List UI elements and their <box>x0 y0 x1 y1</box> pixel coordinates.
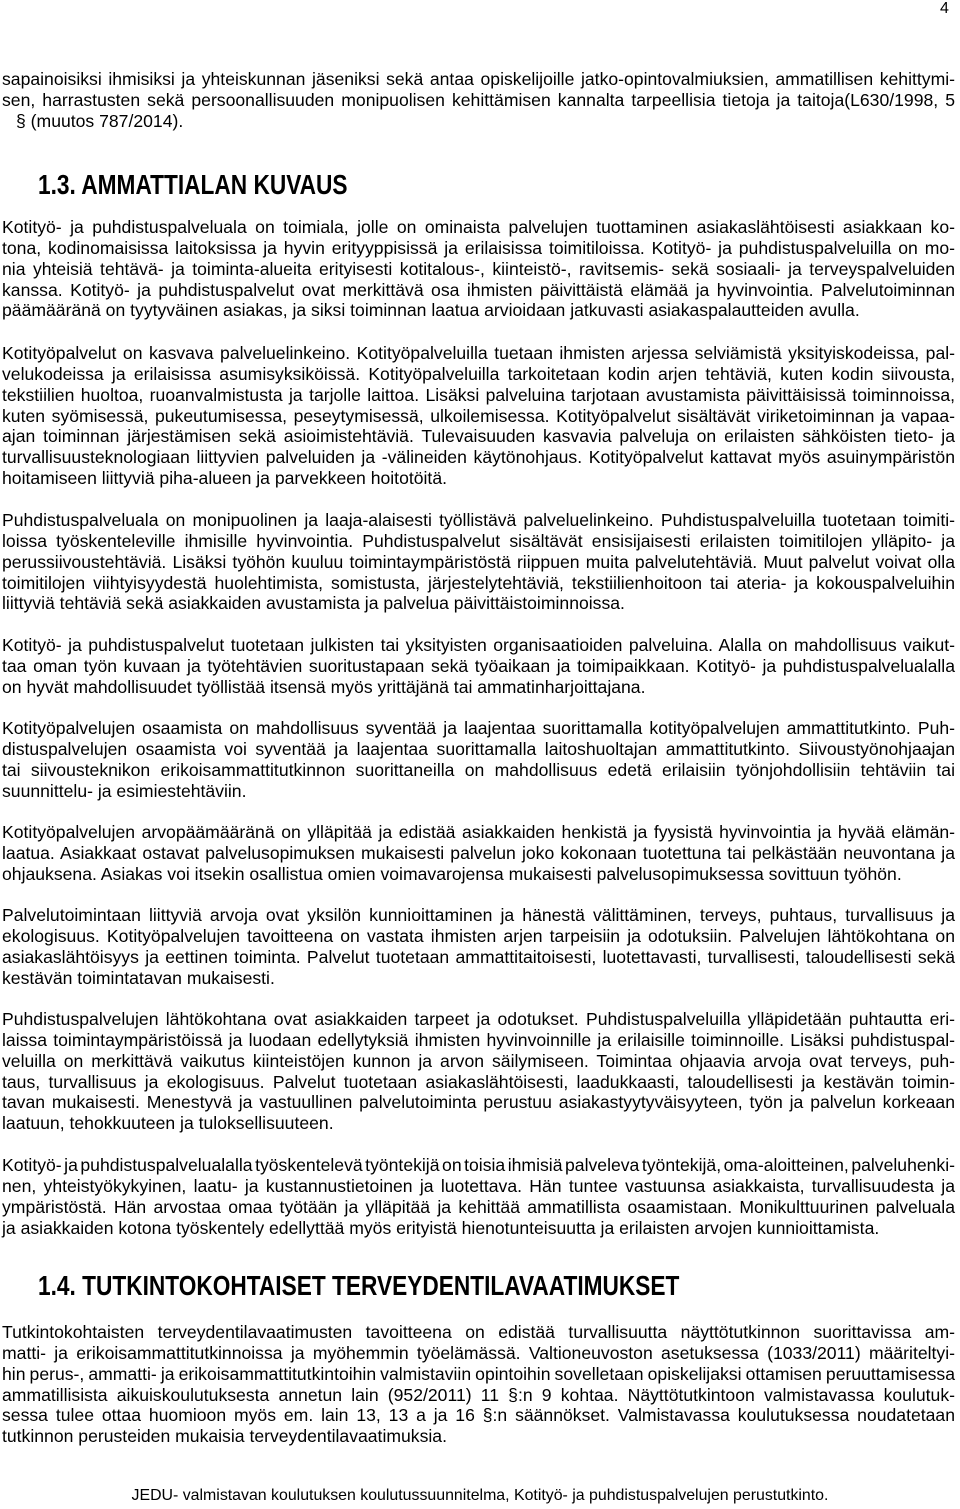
text-line: kestävän toimintatavan mukaisesti. <box>2 967 275 988</box>
text-line: Palvelutoimintaan liittyviä arvoja ovat yksilön kunnioittaminen ja hänestä välittäminen, terveys, puhtaus, turvallisuus ja <box>2 905 955 925</box>
text-line: Tutkintokohtaisten terveydentilavaatimusten tavoitteena on edistää turvallisuutta näyttötutkinnon suorittavissa am- <box>2 1322 955 1342</box>
text-line: ajan toiminnan järjestämisen sekä asioimistehtäviä. Tulevaisuuden kasvavia palveluja on erilaisten sähköisten tieto- ja <box>2 426 955 447</box>
text-line: ja asiakkaiden kotona työskentely edellyttää myös erityistä hienotunteisuutta ja erilaisten arvojen kunnioittamista. <box>2 1217 880 1238</box>
text-line: tutkinnon perusteiden mukaisia terveydentilavaatimuksia. <box>2 1426 447 1447</box>
text-line: sessa tulee ottaa huomioon myös em. lain 13, 13 a ja 16 §:n säännökset. Valmistavassa koulutuksessa noudatetaan <box>2 1405 955 1426</box>
paragraph <box>2 1322 955 1447</box>
text-line: ympäristöstä. Hän arvostaa omaa työtään ja ylläpitää ja kehittää ammatillista osaamistaan. Monikulttuurinen palveluala <box>2 1196 955 1217</box>
text-line: perussiivoustehtäviä. Lisäksi työhön kuuluu toimintaympäristöstä riippuen muita palvelutehtäviä. Muut palvelut voivat olla <box>2 551 955 572</box>
text-line: toimitilojen viihtyisyydestä huolehtimista, somistusta, järjestelytehtäviä, tekstiilienhoitoon tai ateria- ja kokouspalveluihin <box>2 572 955 593</box>
text-line: hin perus-, ammatti- ja erikoisammattitutkintoihin valmistaviin opintoihin sovelletaan opiskelijaksi ottamisen peruuttamisessa <box>2 1363 955 1384</box>
text-line: päämääränä on tyytyväinen asiakas, ja siksi toiminnan laatua arvioidaan jatkuvasti asiakaspalautteiden avulla. <box>2 300 860 321</box>
text-line: liittyviä tehtäviä sekä asiakkaiden avustamista ja palvelua päivittäistoiminnoissa. <box>2 593 625 614</box>
text-line: Kotityö- ja puhdistuspalvelualalla työskentelevä työntekijä on toisia ihmisiä palveleva työntekijä, oma-aloitteinen, palveluhenki- <box>2 1155 955 1175</box>
text-line: nia yhteisiä tehtävä- ja toiminta-alueita erityisesti kotitalous-, kiinteistö-, ravitsemis- sekä sosiaali- ja terveyspalveluiden <box>2 258 955 279</box>
text-line: tai siivousteknikon erikoisammattitutkinnon suorittaneilla on mahdollisuus edetä erilaisiin työnjohdollisiin tehtäviin tai <box>2 759 955 780</box>
intro-paragraph <box>2 69 955 132</box>
page-footer: JEDU- valmistavan koulutuksen koulutussuunnitelma, Kotityö- ja puhdistuspalvelujen perustutkinto. <box>131 1487 829 1504</box>
text-line: laatuun, tehokkuuteen ja tuloksellisuuteen. <box>2 1113 334 1134</box>
text-line: distuspalvelujen osaamista voi syventää ja laajentaa suorittamalla laitoshuoltajan ammattitutkinto. Siivoustyönohjaajan <box>2 738 955 759</box>
text-line: Kotityö- ja puhdistuspalvelut tuotetaan julkisten tai yksityisten organisaatioiden palveluina. Alalla on mahdollisuus vaikut- <box>2 635 955 655</box>
paragraph <box>2 343 955 489</box>
section-heading: 1.3. AMMATTIALAN KUVAUS <box>38 169 348 200</box>
paragraph <box>2 510 955 614</box>
text-line: § (muutos 787/2014). <box>16 110 184 131</box>
text-line: ekologisuus. Kotityöpalvelujen tavoitteena on vastata ihmisten arjen tarpeisiin ja odotuksiin. Palvelujen lähtökohtana on <box>2 925 955 946</box>
text-line: kanssa. Kotityö- ja puhdistuspalvelut ovat merkittävä osa ihmisten päivittäistä elämää ja hyvinvointia. Palvelutoiminnan <box>2 279 955 300</box>
text-line: tekstiilien huoltoa, ruoanvalmistusta ja tarjolle laittoa. Lisäksi palveluina tarjotaan avustamista päivittäisissä toiminnoissa, <box>2 384 955 405</box>
text-line: sen, harrastusten sekä persoonallisuuden monipuolisen kehittämisen kannalta tarpeellisia tietoja ja taitoja(L630/1998, 5 <box>2 89 955 110</box>
text-line: nen, yhteistyökykyinen, laatu- ja kustannustietoinen ja luotettava. Hän tuntee vastuunsa asiakkaista, turvallisuudesta ja <box>2 1175 955 1196</box>
text-line: tona, kodinomaisissa laitoksissa ja hyvin erityyppisissä ja erilaisissa toimitiloissa. Kotityö- ja puhdistuspalveluilla on mo- <box>2 237 955 258</box>
text-line: velukodeissa ja erilaisissa asumisyksiköissä. Kotityöpalveluilla tarkoitetaan kodin arjen tehtäviä, kuten kodin siivousta, <box>2 363 955 384</box>
text-line: Kotityö- ja puhdistuspalveluala on toimiala, jolle on ominaista palvelujen tuottaminen asiakaslähtöisesti asiakkaan ko- <box>2 217 955 237</box>
section-heading: 1.4. TUTKINTOKOHTAISET TERVEYDENTILAVAATIMUKSET <box>38 1270 680 1301</box>
paragraph <box>2 718 955 801</box>
text-line: turvallisuusteknologiaan liittyvien palveluiden ja -välineiden käytönohjaus. Kotityöpalvelut kattavat myös asuinympäristön <box>2 447 955 468</box>
text-line: sapainoisiksi ihmisiksi ja yhteiskunnan jäseniksi sekä antaa opiskelijoille jatko-opintovalmiuksien, ammatillisen kehittymi- <box>2 69 955 89</box>
text-line: Kotityöpalvelujen arvopäämääränä on ylläpitää ja edistää asiakkaiden henkistä ja fyysistä hyvinvointia ja hyvää elämän- <box>2 822 955 842</box>
text-line: veluilla on merkittävä vaikutus kiinteistöjen kunnon ja arvon säilymiseen. Toimintaa ohjaavia arvoja ovat terveys, puh- <box>2 1050 955 1071</box>
page-number: 4 <box>940 0 949 17</box>
text-line: hoitamiseen liittyviä piha-alueen ja parvekkeen hoitotöitä. <box>2 468 447 489</box>
text-line: on hyvät mahdollisuudet työllistää itsensä myös yrittäjänä tai ammatinharjoittajana. <box>2 676 646 697</box>
paragraph <box>2 635 955 698</box>
text-line: loissa työskenteleville ihmisille hyvinvointia. Puhdistuspalvelut sisältävät ensisijaisesti erilaisten toimitilojen ylläpito- ja <box>2 530 955 551</box>
paragraph <box>2 905 955 988</box>
text-line: taa oman työn kuvaan ja työtehtävien suoritustapaan sekä työaikaan ja toimipaikkaan. Kotityö- ja puhdistuspalvelualalla <box>2 655 955 676</box>
text-line: tavan mukaisesti. Menestyvä ja vastuullinen palvelutoiminta perustuu asiakastyytyväisyyteen, työn ja palvelun korkeaan <box>2 1092 955 1113</box>
text-line: Kotityöpalvelut on kasvava palveluelinkeino. Kotityöpalveluilla tuetaan ihmisten arjessa selviämistä yksityiskodeissa, pal- <box>2 343 955 363</box>
text-line: Puhdistuspalveluala on monipuolinen ja laaja-alaisesti työllistävä palveluelinkeino. Puhdistuspalveluilla tuotetaan toimiti- <box>2 510 955 530</box>
text-line: Kotityöpalvelujen osaamista on mahdollisuus syventää ja laajentaa suorittamalla kotityöpalvelujen ammattitutkinto. Puh- <box>2 718 955 738</box>
text-line: ohjauksena. Asiakas voi itsekin osallistua omien voimavarojensa mukaisesti palvelusopimuksessa sovittuun työhön. <box>2 863 902 884</box>
text-line: kuten syömisessä, pukeutumisessa, peseytymisessä, ulkoilemisessa. Kotityöpalvelut sisältävät viriketoiminnan ja vapaa- <box>2 405 955 426</box>
text-line: matti- ja erikoisammattitutkinnoissa ja myöhemmin työelämässä. Valtioneuvoston asetuksessa (1033/2011) määriteltyi- <box>2 1342 955 1363</box>
text-line: laissa toimintaympäristöissä ja luodaan edellytyksiä ihmisten hyvinvoinnille ja erilaisille toiminnoille. Lisäksi puhdistuspal- <box>2 1029 955 1050</box>
text-line: laatua. Asiakkaat ostavat palvelusopimuksen mukaisesti palvelun joko kokonaan tuotettuna tai pelkästään neuvontana ja <box>2 842 955 863</box>
text-line: asiakaslähtöisyys ja eettinen toiminta. Palvelut tuotetaan ammattitaitoisesti, luotettavasti, turvallisesti, taloudellisesti sekä <box>2 946 955 967</box>
text-line: taus, turvallisuus ja ekologisuus. Palvelut tuotetaan asiakaslähtöisesti, laadukkaasti, taloudellisesti ja kestävän toimin- <box>2 1071 955 1092</box>
paragraph <box>2 1009 955 1134</box>
paragraph <box>2 217 955 321</box>
text-line: Puhdistuspalvelujen lähtökohtana ovat asiakkaiden tarpeet ja odotukset. Puhdistuspalveluilla ylläpidetään puhtautta eri- <box>2 1009 955 1029</box>
text-line: suunnittelu- ja esimiestehtäviin. <box>2 780 247 801</box>
paragraph <box>2 1155 955 1238</box>
text-line: ammatillisista aikuiskoulutuksesta annetun lain (952/2011) 11 §:n 9 kohtaa. Näyttötutkintoon valmistavassa koulutuk- <box>2 1384 955 1405</box>
paragraph <box>2 822 955 885</box>
